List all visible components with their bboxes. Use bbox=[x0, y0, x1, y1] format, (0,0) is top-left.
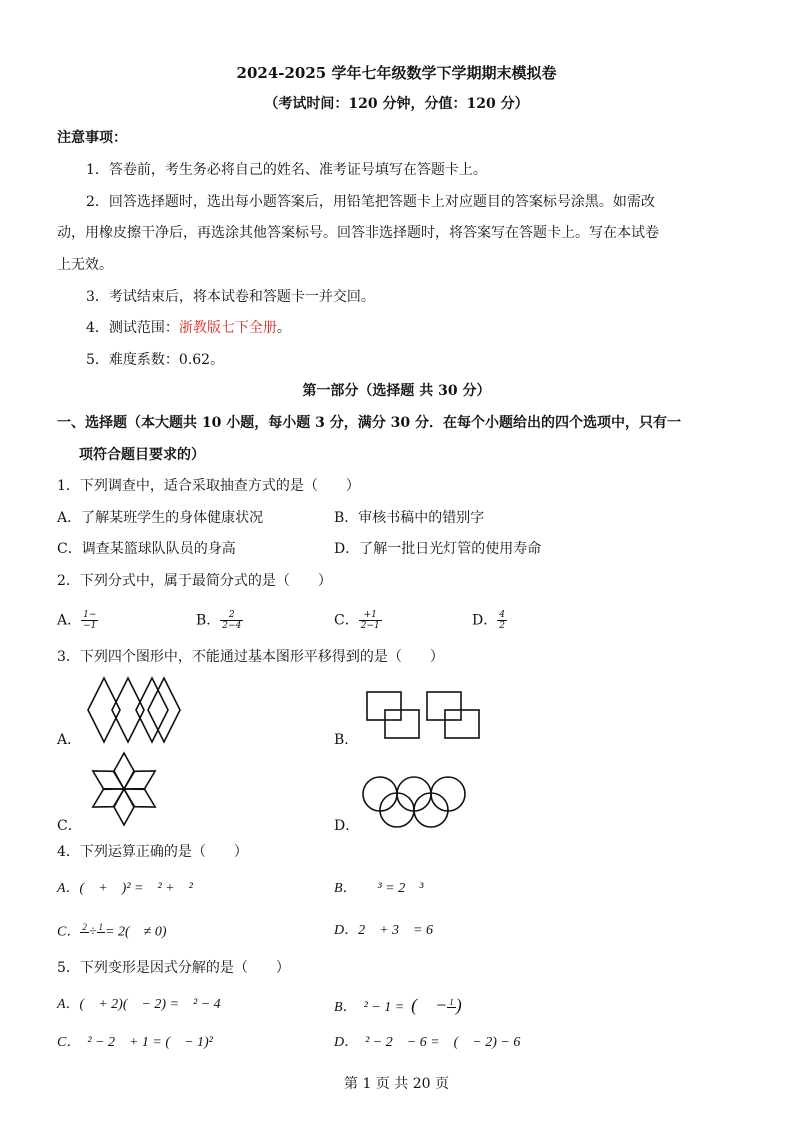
q3-option-b-label: B． bbox=[334, 732, 359, 748]
q3-option-a-label: A． bbox=[57, 732, 82, 748]
q2-a-denominator: −1 bbox=[83, 621, 97, 631]
q2-b-fraction bbox=[220, 610, 243, 631]
page-subtitle: （考试时间：120 分钟，分值：120 分） bbox=[264, 96, 529, 112]
note-2-line-3: 上无效。 bbox=[57, 257, 113, 273]
note-5: 5．难度系数：0.62。 bbox=[86, 352, 225, 368]
q2-b-numerator: 2 bbox=[220, 610, 243, 621]
part-heading: 第一部分（选择题 共 30 分） bbox=[302, 383, 491, 399]
q3-figure-a-diamonds bbox=[86, 676, 182, 744]
q5-option-b: B． ² − 1 = ( − 1 ) bbox=[334, 996, 462, 1018]
q2-a-fraction bbox=[81, 610, 98, 631]
q5-b-expression: ² − 1 = bbox=[363, 1000, 405, 1015]
q3-figure-d-rings bbox=[360, 776, 470, 830]
q2-c-denominator: 2−1 bbox=[360, 621, 380, 631]
q4-option-d: D．2 + 3 = 6 bbox=[334, 923, 434, 938]
q2-d-numerator: 4 bbox=[499, 610, 505, 620]
q4-c-rest: = 2( ≠ 0) bbox=[105, 924, 167, 940]
q5-b-label: B． bbox=[334, 1000, 357, 1015]
note-4-prefix: 4．测试范围： bbox=[86, 320, 179, 336]
note-2-line-1: 2．回答选择题时，选出每小题答案后，用铅笔把答题卡上对应题目的答案标号涂黑。如需改 bbox=[86, 194, 655, 210]
q4-c-fraction-2 bbox=[97, 922, 106, 943]
q5-option-d: D． ² − 2 − 6 = ( − 2) − 6 bbox=[334, 1035, 521, 1050]
q4-c-label: C． bbox=[57, 924, 81, 940]
q4-c-denominator-1 bbox=[80, 933, 89, 943]
page-footer: 第 1 页 共 20 页 bbox=[344, 1076, 449, 1092]
section-heading-line-1: 一、选择题（本大题共 10 小题，每小题 3 分，满分 30 分．在每个小题给出的四个选项中，只有一 bbox=[57, 415, 681, 431]
q2-a-label: A． bbox=[57, 612, 82, 629]
q5-b-paren: ( − bbox=[411, 995, 448, 1015]
q2-c-fraction bbox=[359, 610, 382, 631]
q3-figure-c-star bbox=[89, 751, 159, 827]
q5-b-numerator: 1 bbox=[449, 997, 454, 1008]
test-range: 浙教版七下全册 bbox=[178, 320, 277, 336]
q4-c-numerator-1: 2 bbox=[82, 922, 87, 932]
note-4 bbox=[86, 319, 291, 337]
q5-b-fraction bbox=[447, 997, 456, 1018]
q2-d-fraction bbox=[497, 610, 507, 631]
q2-option-d bbox=[472, 610, 507, 631]
q2-option-c bbox=[334, 610, 382, 631]
q1-option-d: D．了解一批日光灯管的使用寿命 bbox=[334, 541, 542, 557]
section-heading-line-2: 项符合题目要求的） bbox=[79, 447, 205, 463]
q2-d-denominator: 2 bbox=[499, 621, 505, 631]
q3-option-d-label: D． bbox=[334, 818, 360, 834]
notes-heading: 注意事项： bbox=[57, 130, 127, 146]
q2-option-b bbox=[196, 610, 243, 631]
q4-option-a: A．( + )² = ² + ² bbox=[57, 881, 193, 896]
q3-option-c-label: C． bbox=[57, 818, 82, 834]
q2-b-denominator: 2−4 bbox=[222, 621, 242, 631]
q4-option-b: B． ³ = 2 ³ bbox=[334, 881, 424, 896]
q4-c-denominator-2 bbox=[97, 933, 106, 943]
q3-stem: 3．下列四个图形中，不能通过基本图形平移得到的是（ ） bbox=[57, 649, 444, 665]
q2-stem: 2．下列分式中，属于最简分式的是（ ） bbox=[57, 573, 332, 589]
note-4-suffix: 。 bbox=[276, 320, 291, 336]
q5-option-a: A．( + 2)( − 2) = ² − 4 bbox=[57, 997, 221, 1012]
q2-c-label: C． bbox=[334, 612, 359, 629]
q4-c-fraction-1 bbox=[80, 922, 89, 943]
note-1: 1．答卷前，考生务必将自己的姓名、准考证号填写在答题卡上。 bbox=[86, 162, 487, 178]
q1-option-a: A．了解某班学生的身体健康状况 bbox=[57, 510, 264, 526]
q4-option-c bbox=[57, 922, 167, 943]
q1-option-b: B．审核书稿中的错别字 bbox=[334, 510, 485, 526]
note-3: 3．考试结束后，将本试卷和答题卡一并交回。 bbox=[86, 289, 375, 305]
q1-stem: 1．下列调查中，适合采取抽查方式的是（ ） bbox=[57, 478, 360, 494]
q4-c-operator: ÷ bbox=[88, 924, 97, 940]
q2-b-label: B． bbox=[196, 612, 221, 629]
q3-figure-b-squares bbox=[365, 690, 483, 742]
note-2-line-2: 动，用橡皮擦干净后，再选涂其他答案标号。回答非选择题时，将答案写在答题卡上。写在本试卷 bbox=[57, 225, 659, 241]
page-title: 2024-2025 学年七年级数学下学期期末模拟卷 bbox=[236, 64, 557, 82]
q2-c-numerator: +1 bbox=[359, 610, 382, 621]
q2-option-a bbox=[57, 610, 98, 631]
q5-b-denominator bbox=[447, 1008, 456, 1018]
q2-d-label: D． bbox=[472, 612, 498, 629]
q4-c-numerator-2: 1 bbox=[98, 922, 104, 932]
q2-a-numerator: 1− bbox=[83, 610, 97, 620]
q5-stem: 5．下列变形是因式分解的是（ ） bbox=[57, 960, 290, 976]
q5-option-c: C． ² − 2 + 1 = ( − 1)² bbox=[57, 1035, 213, 1050]
q4-stem: 4．下列运算正确的是（ ） bbox=[57, 844, 248, 860]
q1-option-c: C．调查某篮球队队员的身高 bbox=[57, 541, 236, 557]
